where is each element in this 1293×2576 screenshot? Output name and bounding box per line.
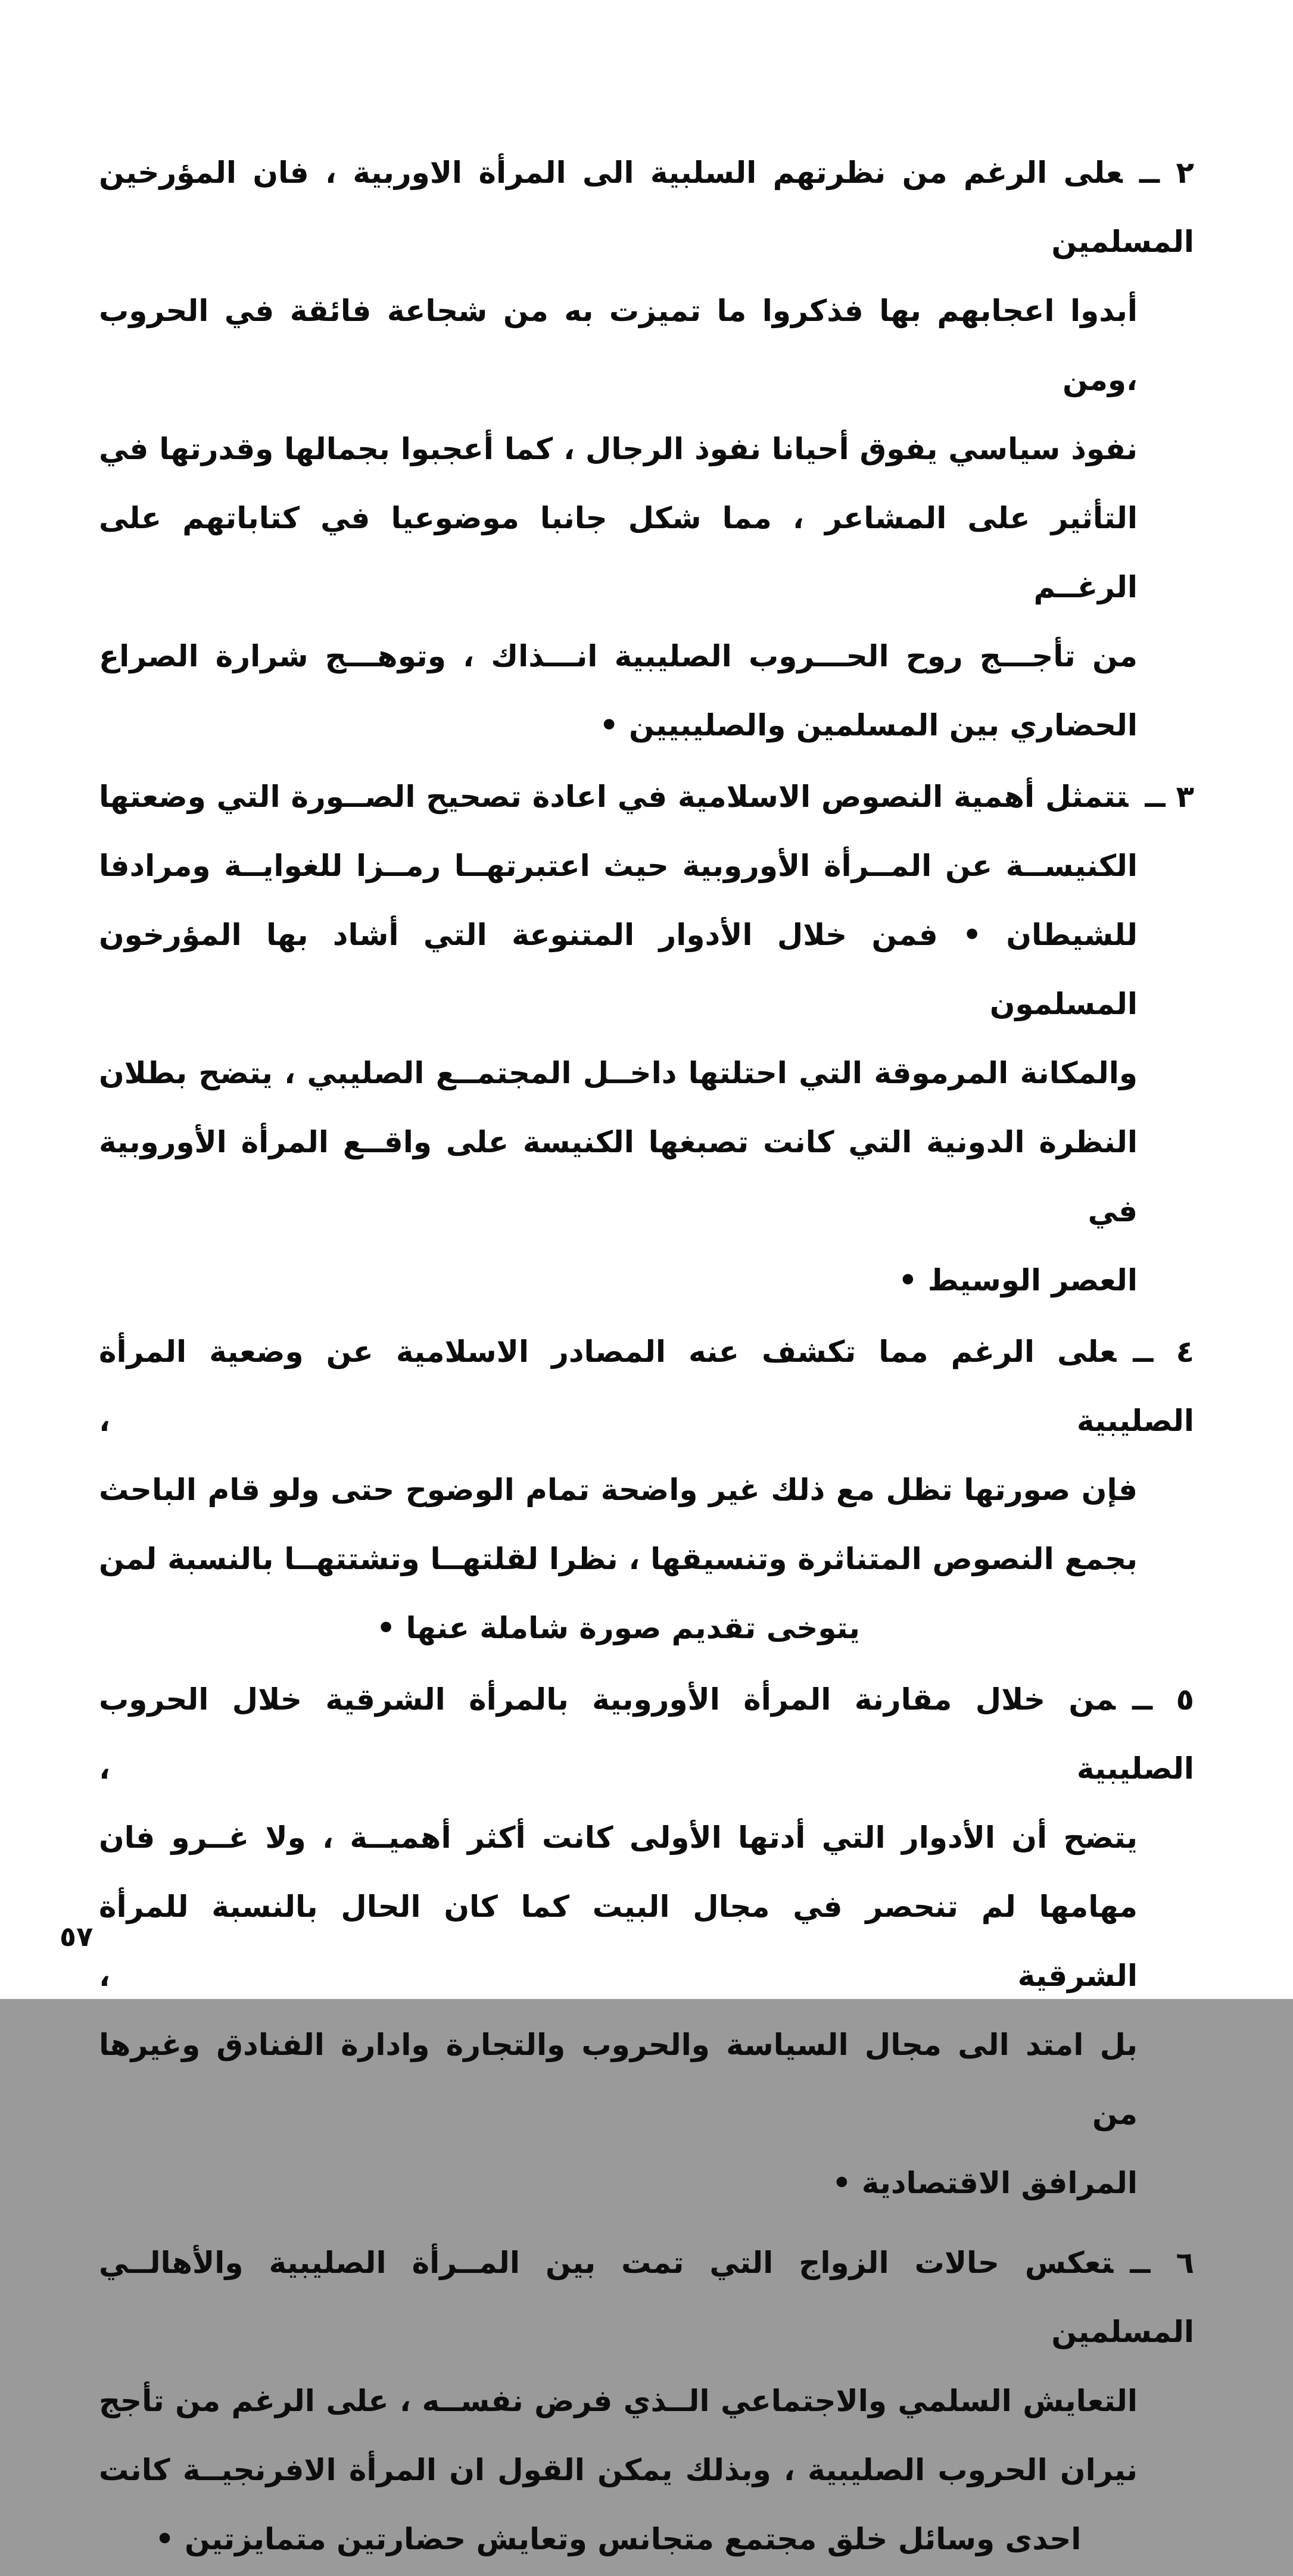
- item-number: ٤ ــ: [1133, 1334, 1194, 1369]
- text-line: [99, 762, 1194, 831]
- item-number: ٣ ــ: [1145, 779, 1194, 814]
- text-line: [99, 1665, 1194, 1803]
- text-line: فإن صورتها تظل مع ذلك غير واضحة تمام الوضوح حتى ولو قام الباحث: [99, 1473, 1138, 1507]
- item-number: ٦ ــ: [1130, 2246, 1195, 2280]
- line-text: من خلال مقارنة المرأة الأوروبية بالمرأة الشرقية خلال الحروب الصليبية ،: [99, 1682, 1194, 1786]
- text-line: [99, 1317, 1194, 1455]
- paragraph-5: [99, 1665, 1194, 2218]
- paragraph-4: [99, 1317, 1194, 1663]
- text-line: بل امتد الى مجال السياسة والحروب والتجارة وادارة الفنادق وغيرها من: [99, 2028, 1138, 2131]
- text-line: التعايش السلمي والاجتماعي الــذي فرض نفســه ، على الرغم من تأجج: [99, 2384, 1138, 2418]
- text-block: [99, 138, 1194, 2576]
- text-line: الحضاري بين المسلمين والصليبيين •: [599, 708, 1138, 743]
- text-line: الكنيســة عن المــرأة الأوروبية حيث اعتبرتهــا رمــزا للغوايــة ومرادفا: [99, 849, 1138, 883]
- text-line: من تأجـــج روح الحـــروب الصليبية انـــذاك ، وتوهـــج شرارة الصراع: [99, 639, 1138, 673]
- line-text: على الرغم مما تكشف عنه المصادر الاسلامية عن وضعية المرأة الصليبية ،: [99, 1334, 1194, 1438]
- text-line: مهامها لم تنحصر في مجال البيت كما كان الحال بالنسبة للمرأة الشرقية ،: [99, 1889, 1138, 1993]
- paragraph-3: [99, 762, 1194, 1315]
- text-line: نيران الحروب الصليبية ، وبذلك يمكن القول ان المرأة الافرنجيــة كانت: [99, 2453, 1138, 2487]
- text-line: بجمع النصوص المتناثرة وتنسيقها ، نظرا لقلتهــا وتشتتهــا بالنسبة لمن: [99, 1542, 1138, 1576]
- text-line: نفوذ سياسي يفوق أحيانا نفوذ الرجال ، كما أعجبوا بجمالها وقدرتها في: [99, 432, 1138, 466]
- line-text: تتمثل أهمية النصوص الاسلامية في اعادة تصحيح الصــورة التي وضعتها: [99, 779, 1129, 814]
- text-line: يتوخى تقديم صورة شاملة عنها •: [376, 1611, 860, 1645]
- page-number: ٥٧: [60, 1920, 94, 1953]
- text-line: للشيطان • فمن خلال الأدوار المتنوعة التي أشاد بها المؤرخون المسلمون: [99, 918, 1138, 1021]
- text-line: النظرة الدونية التي كانت تصبغها الكنيسة على واقــع المرأة الأوروبية في: [99, 1125, 1138, 1228]
- text-line: [99, 2228, 1194, 2366]
- paragraph-2: [99, 138, 1194, 760]
- text-line: المرافق الاقتصادية •: [832, 2166, 1138, 2200]
- item-number: ٥ ــ: [1132, 1682, 1195, 1717]
- text-line: احدى وسائل خلق مجتمع متجانس وتعايش حضارتين متمايزتين •: [155, 2522, 1082, 2556]
- text-line: التأثير على المشاعر ، مما شكل جانبا موضوعيا في كتاباتهم على الرغــم: [99, 501, 1138, 604]
- line-text: تعكس حالات الزواج التي تمت بين المــرأة الصليبية والأهالــي المسلمين: [99, 2246, 1194, 2349]
- text-line: يتضح أن الأدوار التي أدتها الأولى كانت أكثر أهميــة ، ولا غــرو فان: [99, 1820, 1138, 1855]
- line-text: على الرغم من نظرتهم السلبية الى المرأة الاوربية ، فان المؤرخين المسلمين: [99, 155, 1194, 259]
- text-line: العصر الوسيط •: [898, 1263, 1138, 1298]
- text-line: أبدوا اعجابهم بها فذكروا ما تميزت به من شجاعة فائقة في الحروب ،ومن: [99, 294, 1138, 397]
- text-line: والمكانة المرموقة التي احتلتها داخــل المجتمــع الصليبي ، يتضح بطلان: [99, 1056, 1138, 1090]
- text-line: [99, 138, 1194, 276]
- paragraph-6: [99, 2228, 1194, 2574]
- item-number: ٢ ــ: [1139, 155, 1194, 190]
